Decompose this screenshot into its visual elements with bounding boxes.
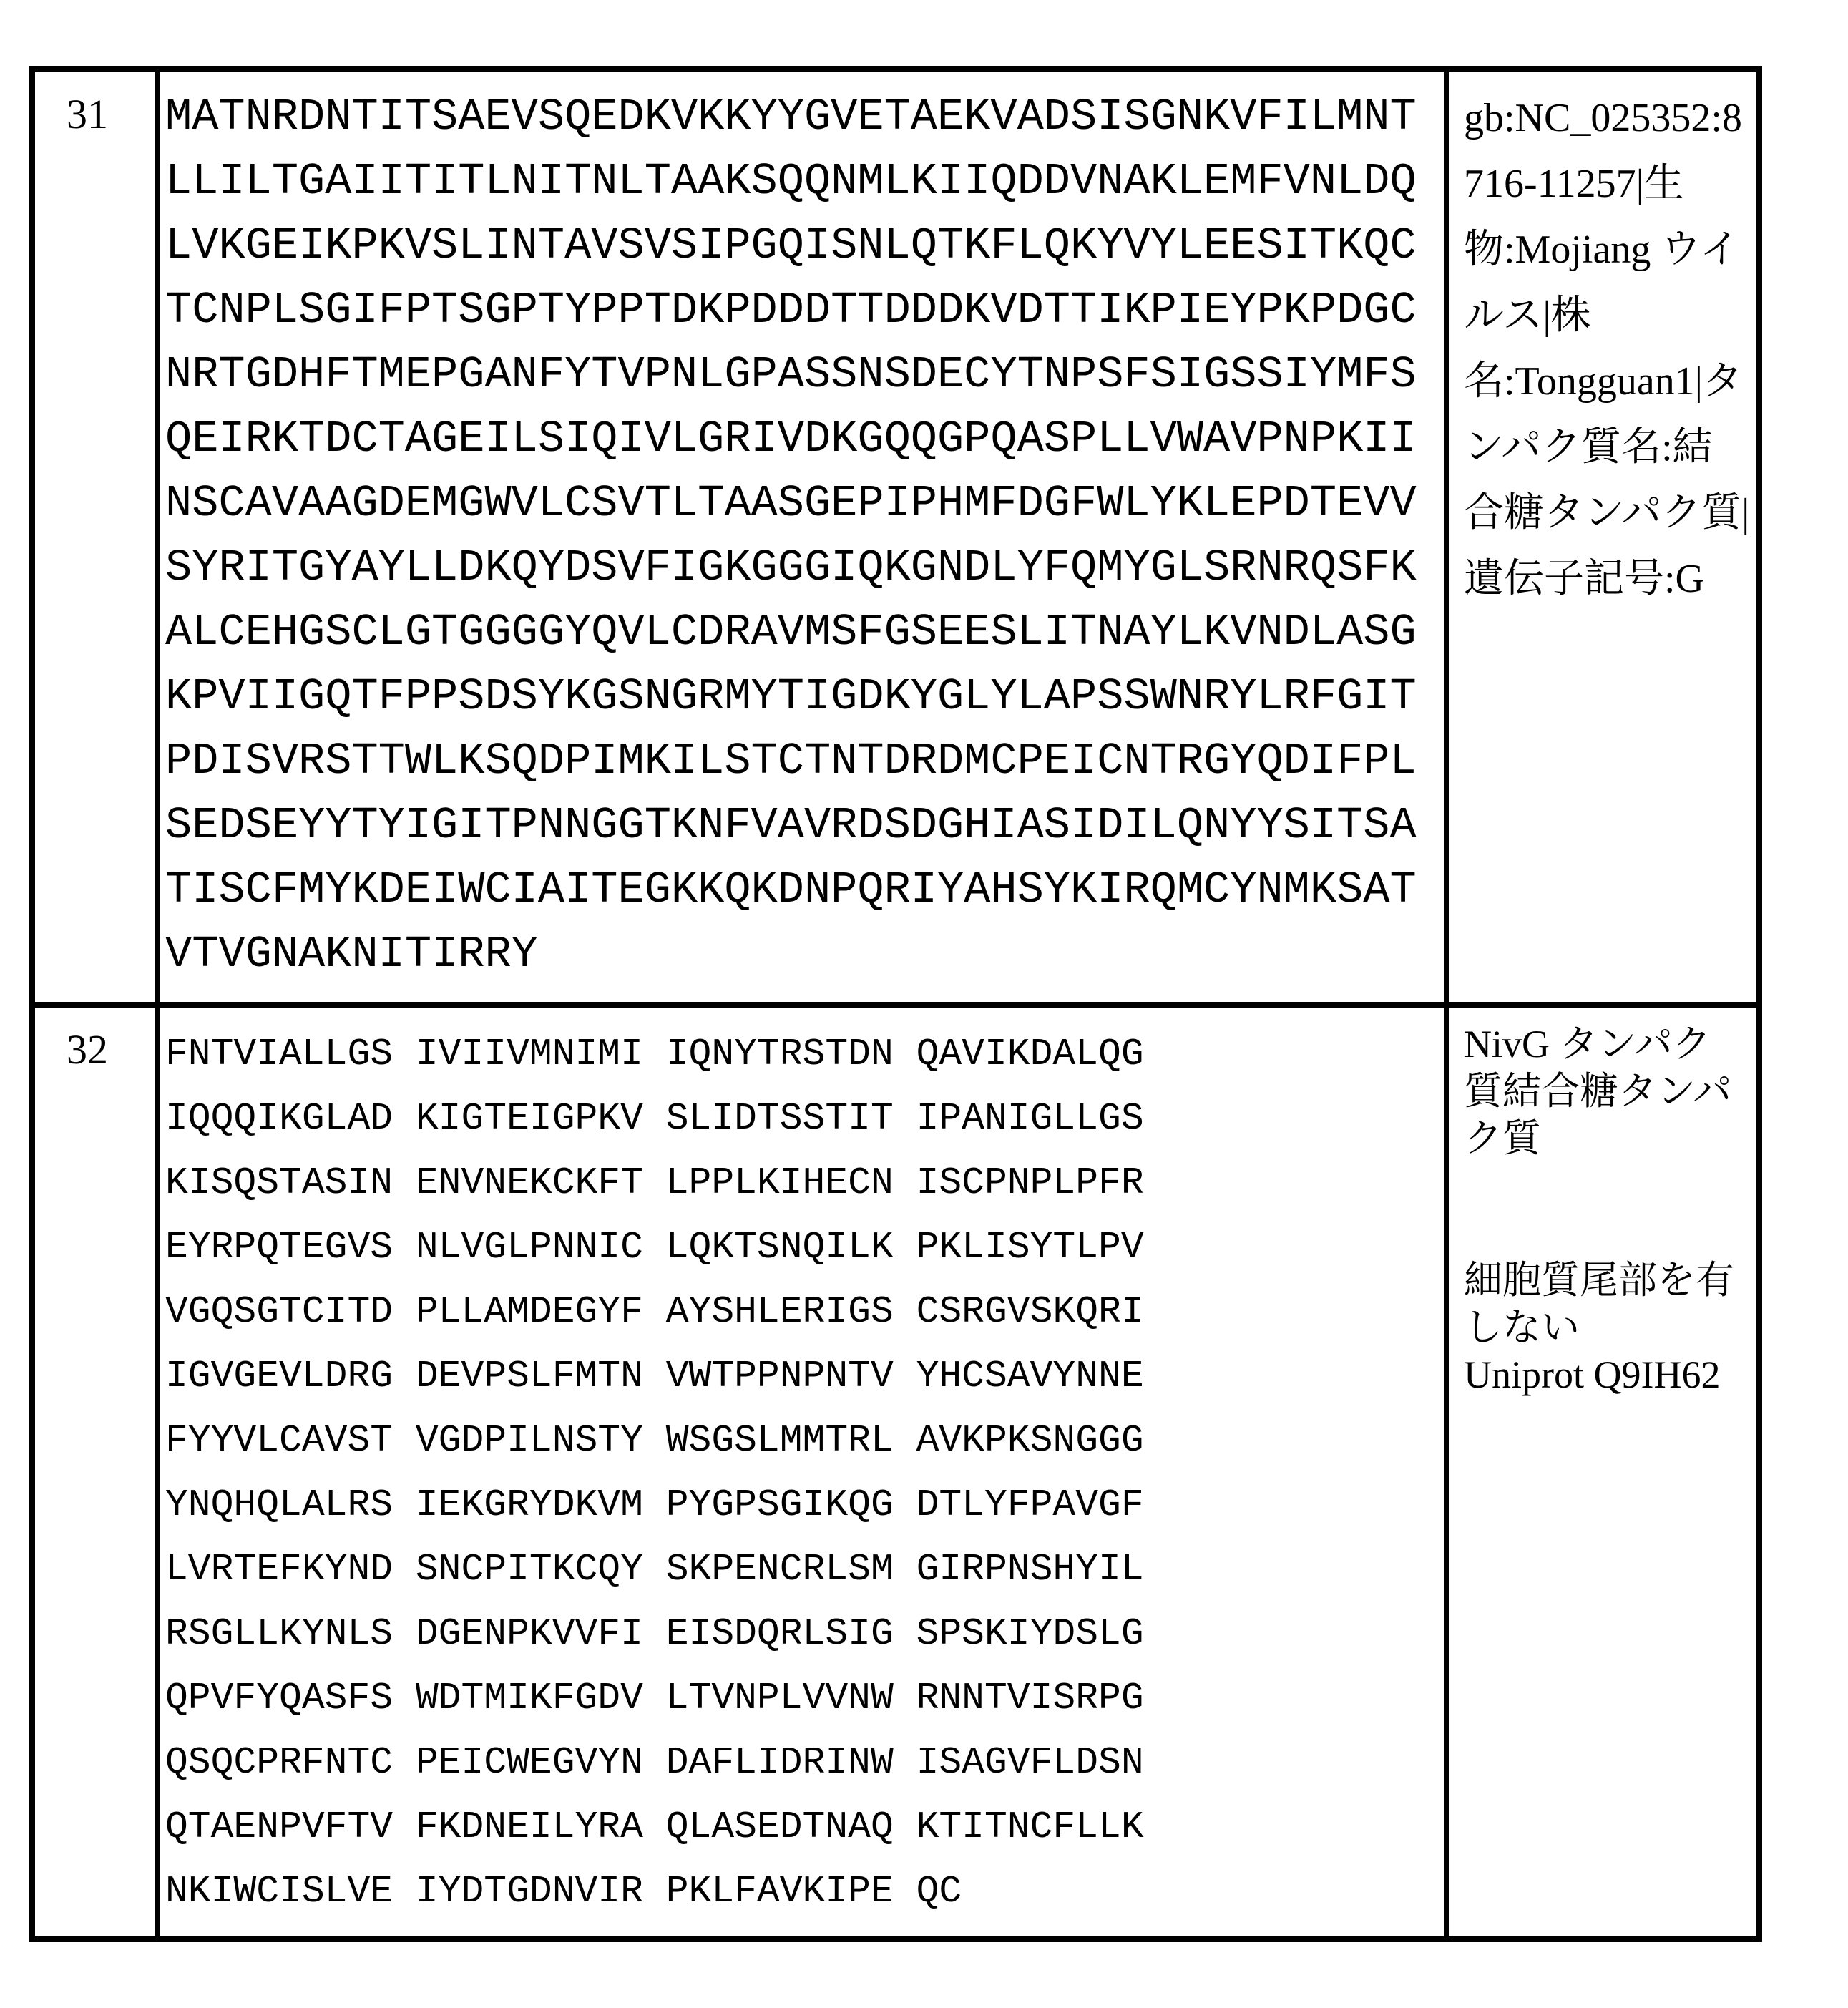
- annotation-line: 716-11257|生: [1464, 162, 1684, 206]
- annotation-line: [1464, 1162, 1756, 1209]
- sequence-line: ALCEHGSCLGTGGGGYQVLCDRAVMSFGSEESLITNAYLKVNDLASG: [165, 607, 1417, 658]
- sequence-line: QPVFYQASFS WDTMIKFGDV LTVNPLVVNW RNNTVISRPG: [165, 1677, 1144, 1720]
- sequence-line: EYRPQTEGVS NLVGLPNNIC LQKTSNQILK PKLISYTLPV: [165, 1226, 1144, 1269]
- annotation-line: gb:NC_025352:8: [1464, 96, 1742, 140]
- annotation-line: NivG タンパク: [1464, 1023, 1711, 1066]
- sequence-line: QTAENPVFTV FKDNEILYRA QLASEDTNAQ KTITNCFLLK: [165, 1805, 1144, 1848]
- table-row-32: [35, 1008, 1756, 1936]
- sequence-line: NRTGDHFTMEPGANFYTVPNLGPASSNSDECYTNPSFSIGSSIYMFS: [165, 349, 1417, 400]
- annotation-line: ルス|株: [1464, 293, 1591, 338]
- sequence-line: QEIRKTDCTAGEILSIQIVLGRIVDKGQQGPQASPLLVWAVPNPKII: [165, 414, 1417, 464]
- sequence-cell: [160, 1008, 1449, 1936]
- annotation-line: 質結合糖タンパ: [1464, 1070, 1732, 1113]
- sequence-line: VTVGNAKNITIRRY: [165, 929, 538, 980]
- sequence-line: IQQQIKGLAD KIGTEIGPKV SLIDTSSTIT IPANIGLLGS: [165, 1097, 1144, 1140]
- sequence-line: VGQSGTCITD PLLAMDEGYF AYSHLERIGS CSRGVSKQRI: [165, 1290, 1144, 1333]
- sequence-line: KPVIIGQTFPPSDSYKGSNGRMYTIGDKYGLYLAPSSWNRYLRFGIT: [165, 671, 1417, 722]
- annotation-line: 物:Mojiang ウイ: [1464, 228, 1740, 272]
- sequence-id: 31: [67, 91, 108, 137]
- annotation-line: 遺伝子記号:G: [1464, 557, 1704, 601]
- sequence-line: YNQHQLALRS IEKGRYDKVM PYGPSGIKQG DTLYFPAVGF: [165, 1483, 1144, 1526]
- sequence-line: KISQSTASIN ENVNEKCKFT LPPLKIHECN ISCPNPLPFR: [165, 1161, 1144, 1204]
- sequence-line: TISCFMYKDEIWCIAITEGKKQKDNPQRIYAHSYKIRQMCYNMKSAT: [165, 864, 1417, 915]
- sequence-line: TCNPLSGIFPTSGPTYPPTDKPDDDTTDDDKVDTTIKPIEYPKPDGC: [165, 285, 1417, 336]
- table-row-31: [35, 72, 1756, 1008]
- annotation-line: しない: [1464, 1306, 1580, 1349]
- sequence-line: LVKGEIKPKVSLINTAVSVSIPGQISNLQTKFLQKYVYLEESITKQC: [165, 220, 1417, 271]
- annotation-line: 合糖タンパク質|: [1464, 491, 1750, 535]
- sequence-line: NKIWCISLVE IYDTGDNVIR PKLFAVKIPE QC: [165, 1870, 962, 1913]
- sequence-line: SYRITGYAYLLDKQYDSVFIGKGGGIQKGNDLYFQMYGLSRNRQSFK: [165, 542, 1417, 593]
- annotation-line: 細胞質尾部を有: [1464, 1259, 1734, 1302]
- annotation-line: Uniprot Q9IH62: [1464, 1353, 1721, 1396]
- sequence-id-cell: [35, 72, 160, 1002]
- sequence-line: PDISVRSTTWLKSQDPIMKILSTCTNTDRDMCPEICNTRGYQDIFPL: [165, 736, 1417, 786]
- sequence-line: FYYVLCAVST VGDPILNSTY WSGSLMMTRL AVKPKSNGGG: [165, 1419, 1144, 1462]
- sequence-id: 32: [67, 1026, 108, 1073]
- sequence-id-cell: [35, 1008, 160, 1936]
- sequence-table: [29, 66, 1762, 1942]
- sequence-line: SEDSEYYTYIGITPNNGGTKNFVAVRDSDGHIASIDILQNYYSITSA: [165, 800, 1417, 851]
- annotation-line: 名:Tongguan1|タ: [1464, 359, 1743, 404]
- annotation-cell: [1449, 72, 1756, 1002]
- sequence-line: NSCAVAAGDEMGWVLCSVTLTAASGEPIPHMFDGFWLYKLEPDTEVV: [165, 478, 1417, 529]
- annotation-line: ク質: [1464, 1117, 1541, 1160]
- sequence-line: RSGLLKYNLS DGENPKVVFI EISDQRLSIG SPSKIYDSLG: [165, 1612, 1144, 1655]
- annotation-cell: [1449, 1008, 1756, 1936]
- annotation-line: [1464, 1209, 1756, 1257]
- sequence-line: LVRTEFKYND SNCPITKCQY SKPENCRLSM GIRPNSHYIL: [165, 1548, 1144, 1591]
- sequence-line: QSQCPRFNTC PEICWEGVYN DAFLIDRINW ISAGVFLDSN: [165, 1741, 1144, 1784]
- sequence-line: MATNRDNTITSAEVSQEDKVKKYYGVETAEKVADSISGNKVFILMNT: [165, 92, 1417, 142]
- sequence-cell: [160, 72, 1449, 1002]
- sequence-line: IGVGEVLDRG DEVPSLFMTN VWTPPNPNTV YHCSAVYNNE: [165, 1355, 1144, 1398]
- sequence-line: FNTVIALLGS IVIIVMNIMI IQNYTRSTDN QAVIKDALQG: [165, 1033, 1144, 1076]
- sequence-line: LLILTGAIITITLNITNLTAAKSQQNMLKIIQDDVNAKLEMFVNLDQ: [165, 156, 1417, 207]
- annotation-line: ンパク質名:結: [1464, 425, 1713, 469]
